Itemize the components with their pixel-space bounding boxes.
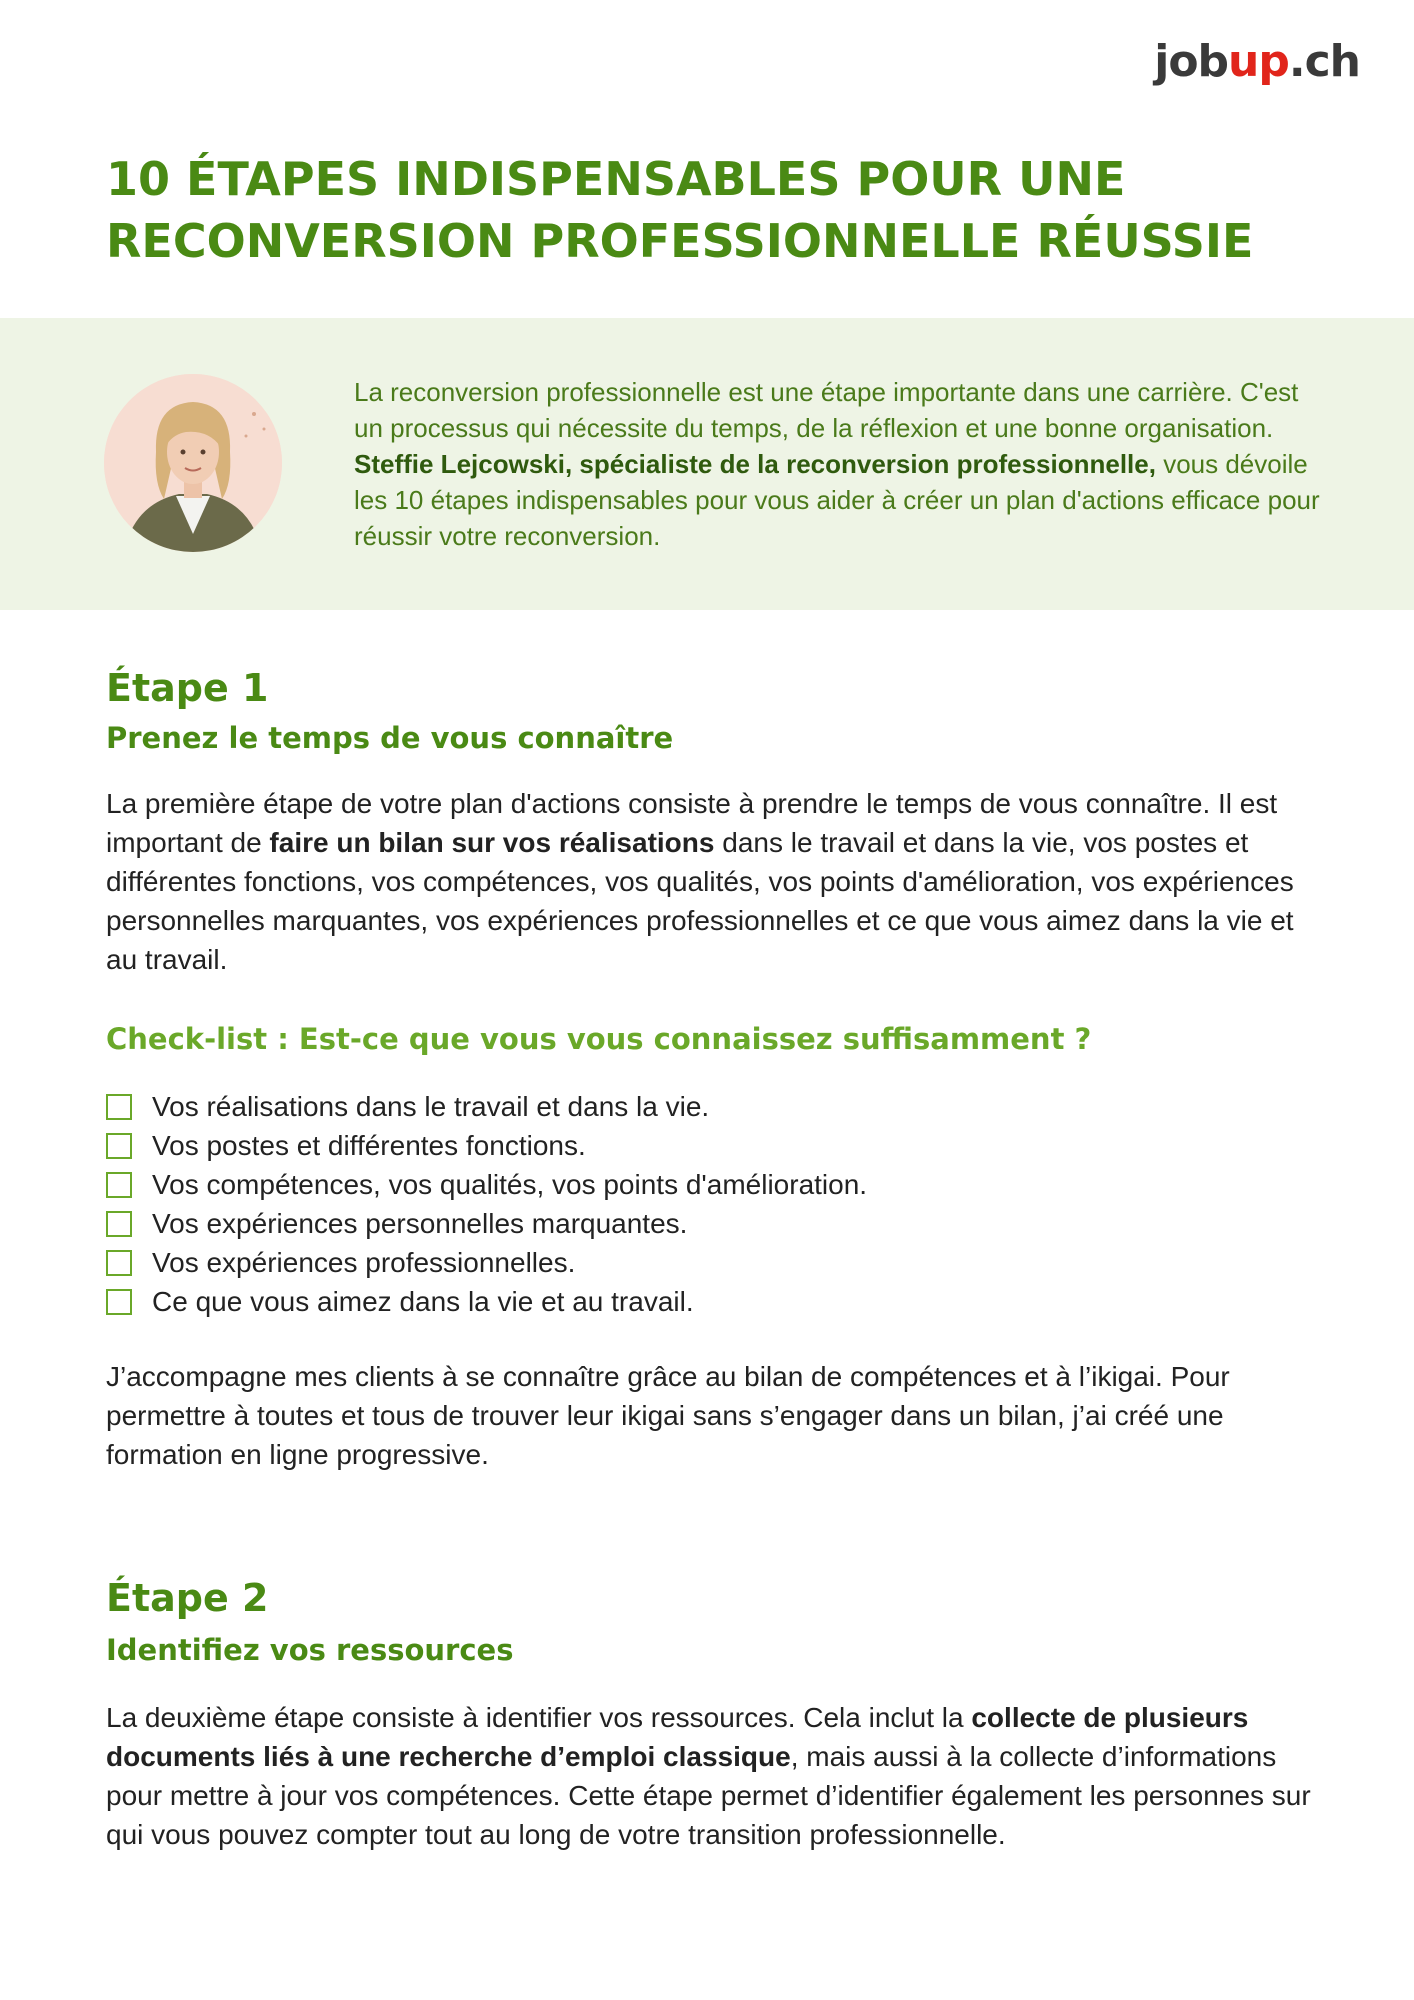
intro-text: [354, 374, 1324, 554]
checklist-item-label: Vos compétences, vos qualités, vos points d'amélioration.: [152, 1168, 868, 1200]
checklist-item: [106, 1282, 1326, 1321]
checklist: [106, 1087, 1326, 1321]
step-1-paragraph-after: dans le travail et dans la vie, vos postes et différentes fonctions, vos compétences, vos qualités, vos points d'amélioration, vos expériences personnelles marquantes, vos expériences professionnelles et ce que vous aimez dans la vie et au travail.: [106, 827, 1294, 975]
step-2-section: [106, 1574, 1326, 1854]
checklist-item: [106, 1243, 1326, 1282]
checklist-item: [106, 1204, 1326, 1243]
step-2-title: Étape 2: [106, 1576, 269, 1620]
checklist-item: [106, 1126, 1326, 1165]
step-2-paragraph-before: La deuxième étape consiste à identifier vos ressources. Cela inclut la: [106, 1702, 972, 1733]
step-2-paragraph-bold: collecte de plusieurs documents liés à une recherche d’emploi classique: [106, 1702, 1249, 1772]
checkbox[interactable]: [106, 1289, 132, 1315]
step-2-paragraph-after: , mais aussi à la collecte d’informations pour mettre à jour vos compétences. Cette étape permet d’identifier également les personnes sur qui vous pouvez compter tout au long de votre transition professionnelle.: [106, 1741, 1311, 1850]
checkbox[interactable]: [106, 1250, 132, 1276]
intro-text-after: vous dévoile les 10 étapes indispensables pour vous aider à créer un plan d'actions efficace pour réussir votre reconversion.: [354, 449, 1320, 551]
checkbox[interactable]: [106, 1094, 132, 1120]
checklist-item-label: Vos réalisations dans le travail et dans la vie.: [152, 1090, 710, 1122]
checklist-item: [106, 1087, 1326, 1126]
author-avatar: [104, 374, 282, 552]
logo-accent: up: [1228, 36, 1289, 87]
checkbox[interactable]: [106, 1211, 132, 1237]
step-1-title: Étape 1: [106, 666, 269, 710]
title-line-2: RECONVERSION PROFESSIONNELLE RÉUSSIE: [106, 214, 1254, 268]
step-1-subtitle: Prenez le temps de vous connaître: [106, 721, 674, 755]
page-title: [106, 148, 1326, 272]
checklist-item-label: Vos expériences professionnelles.: [152, 1246, 576, 1278]
step-1-paragraph: [106, 784, 1326, 979]
jobup-logo: [1154, 36, 1360, 87]
intro-text-before: La reconversion professionnelle est une étape importante dans une carrière. C'est un processus qui nécessite du temps, de la réflexion et une bonne organisation.: [354, 377, 1299, 443]
checklist-item-label: Ce que vous aimez dans la vie et au travail.: [152, 1285, 694, 1317]
checkbox[interactable]: [106, 1172, 132, 1198]
checklist-item: [106, 1165, 1326, 1204]
intro-author: Steffie Lejcowski, spécialiste de la reconversion professionnelle,: [354, 449, 1156, 479]
checklist-item-label: Vos expériences personnelles marquantes.: [152, 1207, 688, 1239]
logo-prefix: job: [1154, 36, 1229, 87]
step-1-closing: J’accompagne mes clients à se connaître grâce au bilan de compétences et à l’ikigai. Pour permettre à toutes et tous de trouver leur ikigai sans s’engager dans un bilan, j’ai créé une formation en ligne progressive.: [106, 1361, 1230, 1470]
step-1-paragraph-before: La première étape de votre plan d'actions consiste à prendre le temps de vous connaître. Il est important de: [106, 788, 1278, 858]
checklist-title: Check-list : Est-ce que vous vous connaissez suffisamment ?: [106, 1022, 1092, 1056]
step-2-subtitle: Identifiez vos ressources: [106, 1633, 514, 1667]
author-portrait-illustration: [104, 374, 282, 552]
logo-suffix: .ch: [1288, 36, 1360, 87]
checklist-item-label: Vos postes et différentes fonctions.: [152, 1129, 586, 1161]
step-2-paragraph: [106, 1698, 1326, 1854]
checkbox[interactable]: [106, 1133, 132, 1159]
step-1-paragraph-bold: faire un bilan sur vos réalisations: [269, 827, 715, 858]
title-line-1: 10 ÉTAPES INDISPENSABLES POUR UNE: [106, 152, 1126, 206]
step-1-section: [106, 664, 1326, 1474]
